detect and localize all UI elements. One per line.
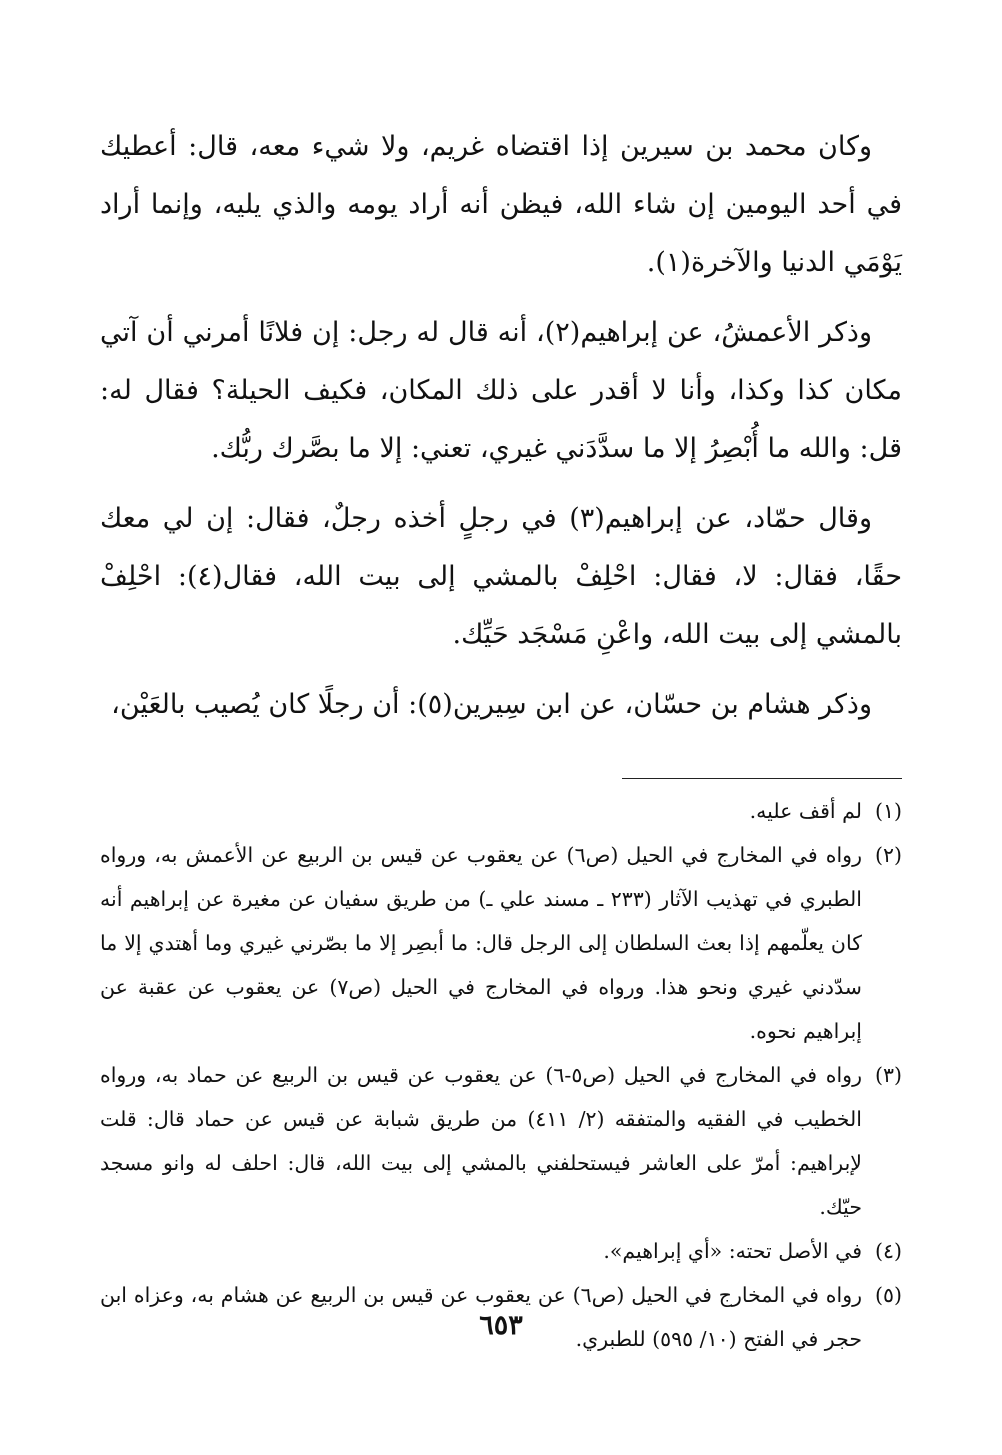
- footnote-4: [100, 1229, 902, 1273]
- footnote-number: (١): [874, 799, 902, 823]
- paragraph-1: وكان محمد بن سيرين إذا اقتضاه غريم، ولا شيء معه، قال: أعطيك في أحد اليومين إن شاء الله، فيظن أنه أراد يومه والذي يليه، وإنما أراد يَوْمَي الدنيا والآخرة(١).: [100, 131, 902, 278]
- paragraph-2: وذكر الأعمشُ، عن إبراهيم(٢)، أنه قال له رجل: إن فلانًا أمرني أن آتي مكان كذا وكذا، وأنا لا أقدر على ذلك المكان، فكيف الحيلة؟ فقال له: قل: والله ما أُبْصِرُ إلا ما سدَّدَني غيري، تعني: إلا ما بصَّرك ربُّك.: [100, 317, 902, 464]
- footnote-3: [100, 1053, 902, 1229]
- footnote-number: (٢): [874, 843, 902, 867]
- footnote-1: [100, 789, 902, 833]
- footnote-text: رواه في المخارج في الحيل (ص٥-٦) عن يعقوب عن قيس بن الربيع عن حماد به، ورواه الخطيب في الفقيه والمتفقه (٢/ ٤١١) من طريق شبابة عن قيس عن حماد قال: قلت لإبراهيم: أمرّ على العاشر فيستحلفني بالمشي إلى بيت الله، قال: احلف له وانو مسجد حيّك.: [100, 1063, 862, 1219]
- main-text: [100, 118, 902, 734]
- footnote-number: (٤): [874, 1239, 902, 1263]
- page-number: ٦٥٣: [479, 1310, 523, 1341]
- paragraph-3: وقال حمّاد، عن إبراهيم(٣) في رجلٍ أخذه رجلٌ، فقال: إن لي معك حقًا، فقال: لا، فقال: احْلِفْ بالمشي إلى بيت الله، فقال(٤): احْلِفْ بالمشي إلى بيت الله، واعْنِ مَسْجَد حَيِّك.: [100, 503, 903, 650]
- footnote-number: (٣): [874, 1063, 902, 1087]
- footnote-number: (٥): [874, 1283, 902, 1307]
- footnotes: [100, 789, 902, 1361]
- footnote-divider: [622, 778, 902, 779]
- footnote-text: رواه في المخارج في الحيل (ص٦) عن يعقوب عن قيس بن الربيع عن الأعمش به، ورواه الطبري في تهذيب الآثار (٢٣٣ ـ مسند علي ـ) من طريق سفيان عن مغيرة عن إبراهيم أنه كان يعلّمهم إذا بعث السلطان إلى الرجل قال: ما أبصِر إلا ما بصّرني غيري وما أهتدي إلا ما سدّدني غيري ونحو هذا. ورواه في المخارج في الحيل (ص٧) عن يعقوب عن عقبة عن إبراهيم نحوه.: [100, 843, 862, 1043]
- footnote-text: لم أقف عليه.: [749, 799, 862, 823]
- book-page: [100, 118, 902, 1361]
- paragraph-4: وذكر هشام بن حسّان، عن ابن سِيرين(٥): أن رجلًا كان يُصيب بالعَيْن،: [111, 689, 872, 720]
- footnote-text: رواه في المخارج في الحيل (ص٦) عن يعقوب عن قيس بن الربيع عن هشام به، وعزاه ابن حجر في الفتح (١٠/ ٥٩٥) للطبري.: [100, 1283, 863, 1351]
- footnote-text: في الأصل تحته: «أي إبراهيم».: [603, 1239, 862, 1263]
- footnote-2: [100, 833, 902, 1053]
